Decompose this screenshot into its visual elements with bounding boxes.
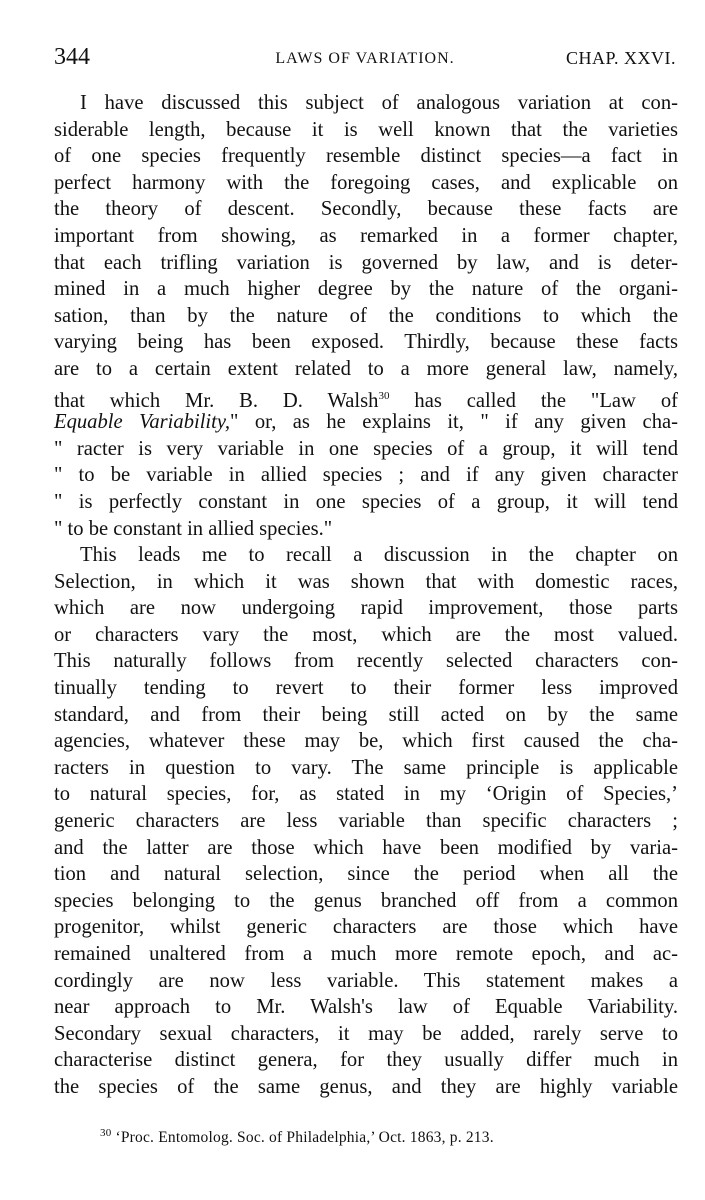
text-line: the species of the same genus, and they are highly variable <box>54 1075 678 1098</box>
text-line: characterise distinct genera, for they usually differ much in <box>54 1049 678 1072</box>
text-line: I have discussed this subject of analogous variation at con- <box>80 92 678 114</box>
line-text: " or, as he explains it, " if any given cha- <box>230 411 678 434</box>
text-line: " to be constant in allied species." <box>54 517 333 540</box>
italic-term: Equable Variability, <box>54 411 231 434</box>
text-line: of one species frequently resemble distinct species—a fact in <box>54 145 678 168</box>
running-header <box>54 42 676 76</box>
text-line: " racter is very variable in one species of a group, it will tend <box>54 437 678 460</box>
text-line: tinually tending to revert to their former less improved <box>54 677 678 700</box>
text-line-with-footnote-ref <box>54 383 678 410</box>
footnote-text: ‘Proc. Entomolog. Soc. of Philadelphia,’ Oct. 1863, p. 213. <box>115 1129 494 1147</box>
text-line: important from showing, as remarked in a former chapter, <box>54 224 678 247</box>
text-line: that each trifling variation is governed by law, and is deter- <box>54 251 678 274</box>
text-line: This naturally follows from recently selected characters con- <box>54 650 678 673</box>
line-text: that which Mr. B. D. Walsh <box>54 389 379 412</box>
text-line: near approach to Mr. Walsh's law of Equable Variability. <box>54 996 678 1019</box>
text-line: the theory of descent. Secondly, because these facts are <box>54 198 678 221</box>
text-line: This leads me to recall a discussion in the chapter on <box>80 544 678 567</box>
text-line: cordingly are now less variable. This statement makes a <box>54 969 678 992</box>
text-line: generic characters are less variable than specific characters ; <box>54 810 678 833</box>
text-line: varying being has been exposed. Thirdly, because these facts <box>54 331 678 354</box>
text-line: siderable length, because it is well known that the varieties <box>54 118 678 141</box>
page-number: 344 <box>54 44 90 70</box>
text-line: sation, than by the nature of the conditions to which the <box>54 304 678 327</box>
text-line: which are now undergoing rapid improvement, those parts <box>54 597 678 620</box>
text-line: agencies, whatever these may be, which first caused the cha- <box>54 730 678 753</box>
text-line: species belonging to the genus branched off from a common <box>54 889 678 912</box>
text-line: remained unaltered from a much more remote epoch, and ac- <box>54 943 678 965</box>
text-line: are to a certain extent related to a more general law, namely, <box>54 357 678 380</box>
text-line: tion and natural selection, since the period when all the <box>54 863 678 886</box>
body-text <box>54 90 678 1101</box>
text-line: progenitor, whilst generic characters are those which have <box>54 916 678 939</box>
text-line: mined in a much higher degree by the nature of the organi- <box>54 278 678 301</box>
text-line: racters in question to vary. The same principle is applicable <box>54 756 678 779</box>
footnote-marker: 30 <box>100 1127 112 1139</box>
text-line: perfect harmony with the foregoing cases, and explicable on <box>54 171 678 194</box>
text-line: standard, and from their being still acted on by the same <box>54 703 678 726</box>
chapter-label: CHAP. XXVI. <box>565 48 676 68</box>
text-line: or characters vary the most, which are the most valued. <box>54 623 678 646</box>
text-line: " to be variable in allied species ; and if any given character <box>54 464 678 487</box>
text-line: to natural species, for, as stated in my ‘Origin of Species,’ <box>54 783 678 806</box>
footnote <box>100 1122 494 1149</box>
text-line: Secondary sexual characters, it may be added, rarely serve to <box>54 1022 678 1045</box>
running-title: LAWS OF VARIATION. <box>275 50 455 67</box>
footnote-ref: 30 <box>378 389 390 402</box>
text-line-with-italic <box>54 409 678 436</box>
text-line: and the latter are those which have been modified by varia- <box>54 836 678 859</box>
text-line: Selection, in which it was shown that with domestic races, <box>54 570 678 593</box>
line-text: has called the "Law of <box>414 389 678 412</box>
text-line: " is perfectly constant in one species of a group, it will tend <box>54 490 678 513</box>
